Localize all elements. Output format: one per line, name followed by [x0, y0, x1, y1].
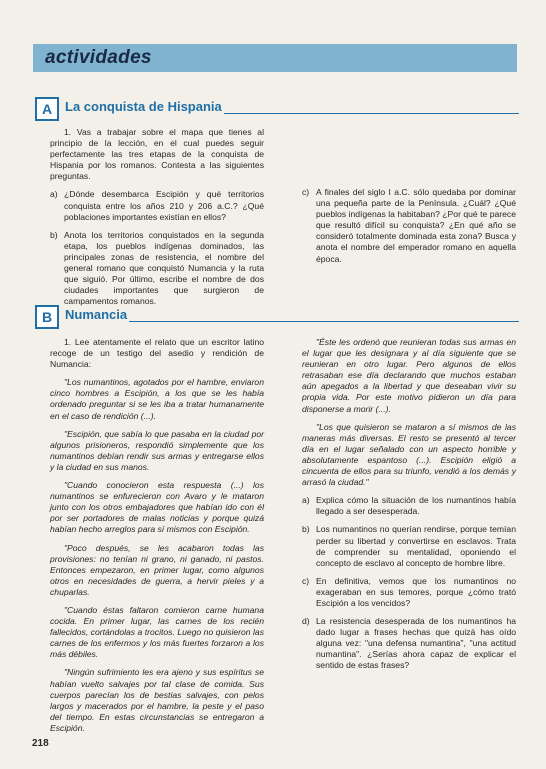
item-text: Explica cómo la situación de los numantinos había llegado a ser desesperada.	[316, 495, 516, 517]
activities-banner	[33, 44, 517, 72]
section-b-item-c	[302, 576, 516, 609]
item-label: a)	[302, 495, 310, 506]
section-a-left-column	[50, 127, 264, 307]
section-b-title: Numancia	[65, 307, 128, 322]
section-b-letter: B	[35, 305, 59, 329]
section-b-item-a	[302, 495, 516, 517]
item-text: Anota los territorios conquistados en la segunda etapa, los pueblos indígenas dominados, las principales zonas de resistencia, el nombre del general romano que conquistó Numancia y la ruta que siguió. Por último, escribe el nombre de dos ciudades importantes que surgieron de campamentos romanos.	[64, 229, 264, 307]
section-a-letter: A	[35, 97, 59, 121]
item-label: c)	[302, 187, 310, 197]
section-b-left-column	[50, 337, 264, 741]
quote-paragraph: "Escipión, que sabía lo que pasaba en la ciudad por algunos prisioneros, respondió simplemente que los numantinos debían rendir sus armas y entregarse ellos y la ciudad en sus manos.	[50, 428, 264, 472]
page-number: 218	[32, 738, 49, 749]
quote-paragraph: "Poco después, se les acabaron todas las provisiones: no tenían ni grano, ni ganado, ni pastos. Entonces empezaron, en primer lugar, como algunos otros en necesidades de guerra, a hervir pieles y a chuparlas.	[50, 542, 264, 597]
banner-title: actividades	[45, 47, 152, 68]
item-text: La resistencia desesperada de los numantinos ha dado lugar a frases hechas que quizá has oído alguna vez: "una defensa numantina", "una actitud numantina". ¿Serías ahora capaz de explicar el sentido de estas frases?	[316, 616, 516, 671]
section-a-title: La conquista de Hispania	[65, 99, 222, 114]
section-a-item-b	[50, 229, 264, 307]
item-label: a)	[50, 189, 58, 200]
section-b-intro: 1. Lee atentamente el relato que un escritor latino recoge de un testigo del asedio y rendición de Numancia:	[50, 337, 264, 370]
item-label: b)	[302, 524, 310, 535]
item-text: Los numantinos no querían rendirse, porque temían perder su libertad y convertirse en esclavos. Trata de comprender su mentalidad, oponiendo el concepto de esclavo al concepto de hombre libre.	[316, 524, 516, 568]
item-label: d)	[302, 616, 310, 627]
section-b-rule	[65, 321, 519, 322]
item-label: c)	[302, 575, 310, 586]
section-a-header	[35, 97, 519, 119]
section-b-header	[35, 305, 519, 327]
section-a-item-c	[302, 187, 516, 265]
section-b-item-d	[302, 616, 516, 671]
section-b-right-column	[302, 337, 516, 679]
quote-paragraph: "Cuando éstas faltaron comieron carne humana cocida. En primer lugar, las carnes de los recién fallecidos, cortándolas a trocitos. Luego no quisieron las carnes de los enfermos y los más fuertes forzaron a los más débiles.	[50, 604, 264, 660]
item-label: b)	[50, 229, 58, 240]
item-text: ¿Dónde desembarca Escipión y qué territorios conquista entre los años 210 y 206 a.C.? ¿Qué poblaciones importantes existían en ellos?	[64, 189, 264, 222]
section-a-right-column	[302, 127, 516, 272]
quote-paragraph: "Los numantinos, agotados por el hambre, enviaron cinco hombres a Escipión, a los que se les había ordenado preguntar si se les iba a tratar humanamente en el caso de rendición (...).	[50, 377, 264, 421]
section-a-item-a	[50, 189, 264, 222]
quote-paragraph: "Cuando conocieron esta respuesta (...) los numantinos se enfurecieron con Avaro y le mataron junto con los otros embajadores que habían ido con él por ser portadores de malas noticias y porque quizá habían hecho arreglos para sí mismos con Escipión.	[50, 480, 264, 535]
quote-paragraph: "Los que quisieron se mataron a sí mismos de las maneras más diversas. El resto se presentó al tercer día en el lugar señalado con un aspecto horrible y absolutamente espantoso (...). Escipión eligió a cincuenta de ellos para su triunfo, vendió a los demás y arrasó la ciudad."	[302, 421, 516, 488]
item-text: A finales del siglo I a.C. sólo quedaba por dominar una pequeña parte de la Península. ¿Cuál? ¿Qué pueblos indígenas la habitaban? ¿Por qué te parece que resultó difícil su conquista? ¿En qué año se consideró totalmente dominada esta zona? Busca y anota el nombre del emperador romano en aquella época.	[316, 187, 516, 264]
item-text: En definitiva, vemos que los numantinos no exageraban en sus temores, porque ¿cómo trató Escipión a los vencidos?	[316, 575, 516, 608]
quote-paragraph: "Ningún sufrimiento les era ajeno y sus espíritus se habían vuelto salvajes por tal clase de comida. Sus cuerpos parecían los de bestias salvajes, con pelos largos y macerados por el hambre, la peste y el paso del tiempo. En estas circunstancias se entregaron a Escipión.	[50, 667, 264, 733]
quote-paragraph: "Éste les ordenó que reunieran todas sus armas en el lugar que les designara y al día siguiente que se reunieran en otro lugar. Pero algunos de ellos retrasaban ese día declarando que muchos estaban aún apegados a la libertad y que deseaban vivir su propia vida. Por este motivo pidieron un día para disponerse a morir (...).	[302, 337, 516, 414]
section-a-intro: 1. Vas a trabajar sobre el mapa que tienes al principio de la lección, en el cual puedes seguir perfectamente las tres etapas de la conquista de Hispania por los romanos. Contesta a las siguientes preguntas.	[50, 127, 264, 182]
section-b-item-b	[302, 524, 516, 568]
